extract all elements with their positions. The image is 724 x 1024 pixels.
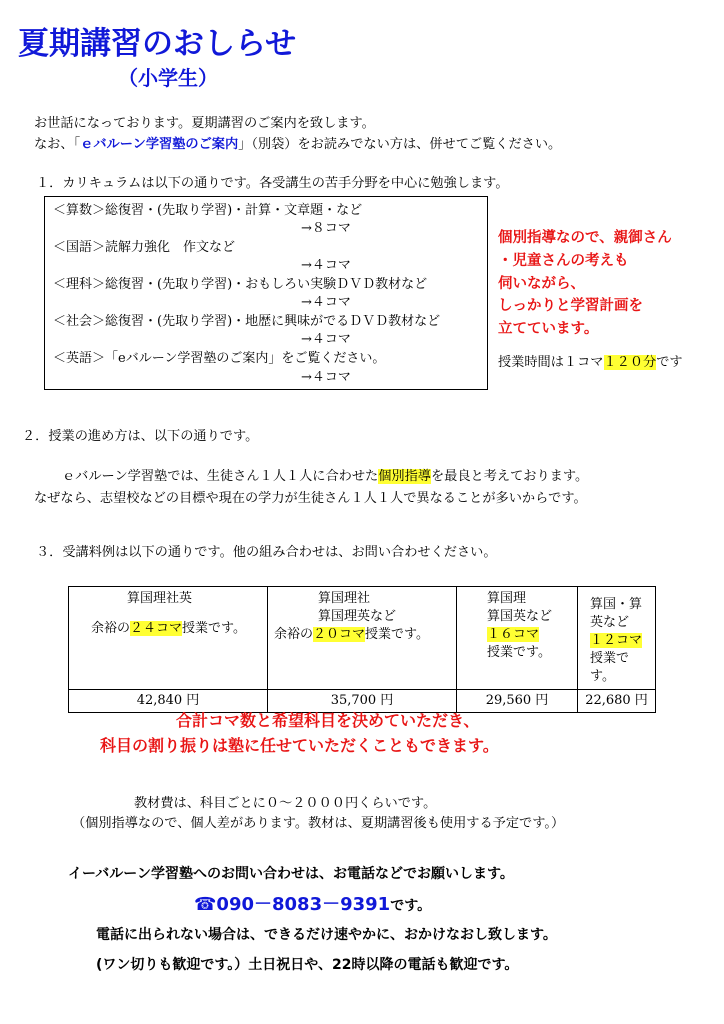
plan-subjects-alt: 算国英など — [487, 609, 553, 624]
plan-desc-post: 授業です。 — [365, 627, 429, 642]
guide-reference: ｅバルーン学習塾のご案内 — [80, 137, 239, 152]
curriculum-math: ＜算数＞総復習・(先取り学習)・計算・文章題・など — [53, 203, 363, 218]
price-12: 22,680 円 — [578, 690, 656, 713]
phone-icon: ☎ — [194, 894, 217, 915]
plan-subjects: 算国理社英 — [127, 591, 193, 606]
plan-desc-post: 授業です。 — [182, 621, 246, 636]
plan-desc-post: 授業です。 — [487, 645, 551, 660]
section2-line-2: なぜなら、志望校などの目標や現在の学力が生徒さん１人１人で異なることが多いからです。 — [34, 491, 587, 506]
contact-line-3: 電話に出られない場合は、できるだけ速やかに、おかけなおし致します。 — [96, 927, 557, 943]
individual-guidance: 個別指導 — [378, 469, 431, 484]
lesson-time — [498, 351, 683, 370]
plan-koma: ２４コマ — [130, 621, 183, 636]
section2-heading: ２．授業の進め方は、以下の通りです。 — [22, 429, 259, 444]
materials-line-2: （個別指導なので、個人差があります。教材は、夏期講習後も使用する予定です。） — [72, 816, 565, 831]
page-title: 夏期講習のおしらせ — [18, 26, 297, 62]
curriculum-science: ＜理科＞総復習・(先取り学習)・おもしろい実験ＤＶＤ教材など — [53, 277, 428, 292]
intro-line-2 — [34, 133, 561, 152]
section1-heading: １．カリキュラムは以下の通りです。各受講生の苦手分野を中心に勉強します。 — [36, 176, 509, 191]
curriculum-japanese: ＜国語＞読解力強化 作文など — [53, 240, 236, 255]
section2-line-1 — [62, 465, 588, 484]
page-subtitle: （小学生） — [118, 66, 218, 90]
note-line-5: 立てています。 — [498, 321, 599, 337]
plan-desc-pre: 余裕の — [274, 627, 314, 642]
curriculum-social: ＜社会＞総復習・(先取り学習)・地歴に興味がでるＤＶＤ教材など — [53, 314, 441, 329]
plan-subjects-alt: 算国理英など — [318, 609, 397, 624]
plan-desc-pre: 余裕の — [91, 621, 131, 636]
plan-cell-16 — [457, 587, 578, 690]
note-line-1: 個別指導なので、親御さん — [498, 230, 672, 246]
lesson-time-prefix: 授業時間は１コマ — [498, 355, 604, 370]
curriculum-math-koma: →８コマ — [301, 221, 351, 236]
plan-koma: １２コマ — [590, 633, 643, 648]
phone-suffix: です。 — [390, 898, 432, 914]
intro-prefix: なお、「 — [34, 137, 81, 152]
plan-subjects: 算国理社 — [318, 591, 371, 606]
plan-desc-post: 授業です。 — [590, 651, 630, 684]
fee-table — [68, 586, 656, 713]
plan-koma-line — [582, 632, 651, 686]
plan-cell-20 — [268, 587, 457, 690]
price-16: 29,560 円 — [457, 690, 578, 713]
intro-suffix: 」（別袋）をお読みでない方は、併せてご覧ください。 — [238, 137, 562, 152]
note-line-2: ・児童さんの考えも — [498, 253, 629, 269]
plan-desc — [73, 620, 263, 638]
curriculum-english: ＜英語＞「eバルーン学習塾のご案内」をご覧ください。 — [53, 351, 386, 366]
curriculum-science-koma: →４コマ — [301, 295, 351, 310]
curriculum-english-koma: →４コマ — [301, 370, 351, 385]
plan-cell-24 — [69, 587, 268, 690]
lesson-time-value: １２０分 — [603, 355, 657, 370]
price-24: 42,840 円 — [69, 690, 268, 713]
plan-koma: １６コマ — [487, 627, 540, 642]
curriculum-japanese-koma: →４コマ — [301, 258, 351, 273]
curriculum-social-koma: →４コマ — [301, 332, 351, 347]
note-line-3: 伺いながら、 — [498, 276, 585, 292]
section3-heading: ３．受講料例は以下の通りです。他の組み合わせは、お問い合わせください。 — [36, 545, 497, 560]
plan-koma: ２０コマ — [313, 627, 366, 642]
plan-cell-12 — [578, 587, 656, 690]
section2-prefix: ｅバルーン学習塾では、生徒さん１人１人に合わせた — [62, 469, 379, 484]
plan-desc — [272, 626, 452, 644]
plan-subjects: 算国・算英など — [590, 597, 643, 630]
red-notice-line-2: 科目の割り振りは塾に任せていただくこともできます。 — [100, 736, 499, 755]
materials-line-1: 教材費は、科目ごとに０～２０００円くらいです。 — [134, 796, 437, 811]
price-20: 35,700 円 — [268, 690, 457, 713]
plan-subjects: 算国理 — [487, 591, 527, 606]
contact-line-4: (ワン切りも歓迎です。）土日祝日や、22時以降の電話も歓迎です。 — [96, 957, 519, 973]
table-row — [69, 587, 656, 690]
lesson-time-suffix: です — [656, 355, 683, 370]
phone-number[interactable]: 090－8083－9391 — [216, 894, 391, 915]
curriculum-box — [44, 196, 488, 390]
section2-suffix: を最良と考えております。 — [430, 469, 589, 484]
red-notice-line-1: 合計コマ数と希望科目を決めていただき、 — [176, 711, 480, 730]
phone-line — [194, 890, 431, 916]
contact-line-1: イーバルーン学習塾へのお問い合わせは、お電話などでお願いします。 — [68, 866, 514, 882]
intro-line-1: お世話になっております。夏期講習のご案内を致します。 — [34, 116, 375, 131]
plan-koma-line — [461, 626, 573, 644]
note-line-4: しっかりと学習計画を — [498, 298, 643, 314]
